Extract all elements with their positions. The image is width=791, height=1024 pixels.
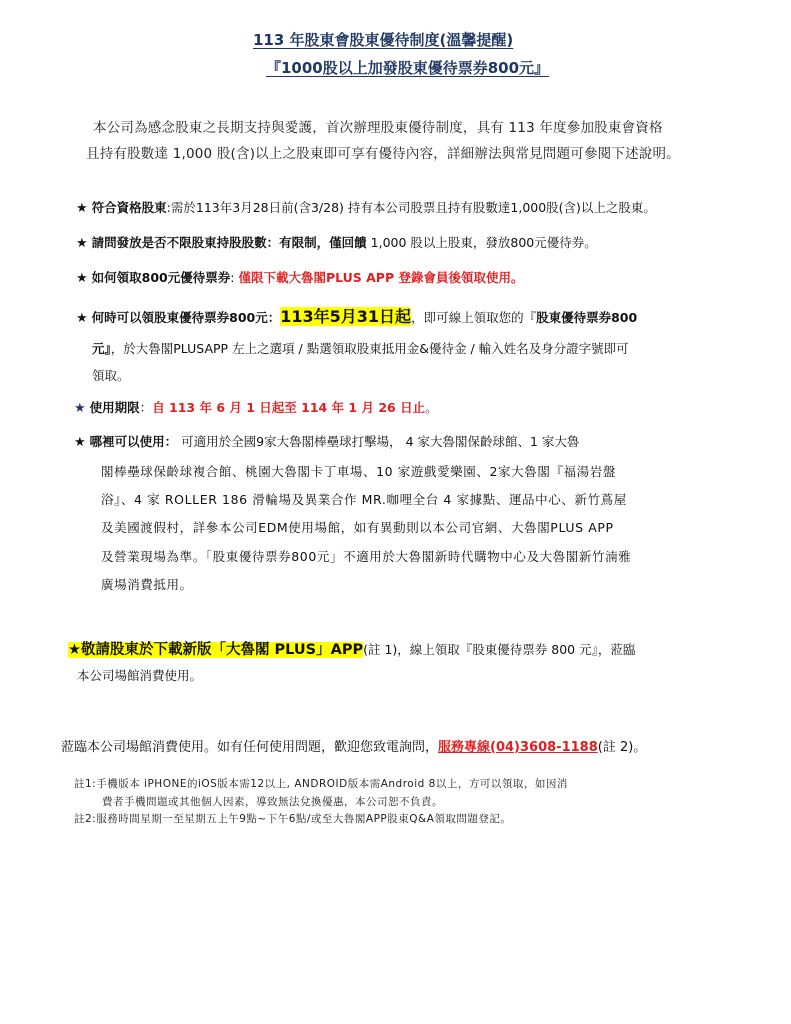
when-label: 何時可以領股東優待票券800元： xyxy=(91,310,281,325)
service-hotline: 服務專線(04)3608-1188 xyxy=(438,740,598,755)
when-date-highlight: 113年5月31日起 xyxy=(280,307,412,326)
period-label: 使用期限 xyxy=(89,400,140,415)
contact-note-ref: (註 2)。 xyxy=(597,740,647,755)
how-red-text: 僅限下載大魯閣PLUS APP 登錄會員後領取使用。 xyxy=(238,270,524,285)
limit-text: 1,000 股以上股東，發放800元優待券。 xyxy=(366,235,597,250)
intro-line-1: 本公司為感念股東之長期支持與愛護，首次辦理股東優待制度，具有 113 年度參加股東會資格 xyxy=(93,120,663,136)
download-notice xyxy=(68,638,635,659)
period-colon: ： xyxy=(139,400,153,415)
note-1-line-1: 註1:手機版本 iPHONE的iOS版本需12以上, ANDROID版本需Android 8以上，方可以領取，如因消 xyxy=(74,778,568,790)
when-line2-text: ，於大魯閣PLUSAPP 左上之選項 / 點選領取股東抵用金&優待金 / 輸入姓名及身分證字號即可 xyxy=(110,341,629,356)
intro-line-2: 且持有股數達 1,000 股(含)以上之股東即可享有優待內容，詳細辦法與常見問題可參閱下述說明。 xyxy=(86,146,680,162)
title-line-1: 113 年股東會股東優待制度(溫馨提醒) xyxy=(253,31,514,49)
how-colon: : xyxy=(230,270,239,285)
where-line-6: 廣場消費抵用。 xyxy=(101,577,193,592)
when-text-1: ，即可線上領取您的『 xyxy=(411,310,537,325)
star-icon: ★ xyxy=(76,236,88,251)
where-label: 哪裡可以使用： xyxy=(89,434,178,449)
where-line-1: 可適用於全國9家大魯閣棒壘球打擊場， 4 家大魯閣保齡球館、1 家大魯 xyxy=(177,434,580,449)
download-note-ref: (註 1) xyxy=(363,642,398,657)
where-item xyxy=(74,432,579,450)
download-highlight: ★敬請股東於下載新版「大魯閣 PLUS」APP xyxy=(68,642,364,658)
eligibility-text: :需於113年3月28日前(含3/28) 持有本公司股票且持有股數達1,000股(含)以上之股東。 xyxy=(166,200,656,215)
note-1-line-2: 費者手機問題或其他個人因素，導致無法兌換優惠，本公司恕不負責。 xyxy=(102,796,443,808)
contact-line xyxy=(61,736,646,755)
where-line-4: 及美國渡假村，詳參本公司EDM使用場館，如有異動則以本公司官網、大魯閣PLUS APP xyxy=(101,520,614,535)
when-bold-1: 股東優待票券800 xyxy=(536,310,638,325)
note-2: 註2:服務時間星期一至星期五上午9點~下午6點/或至大魯閣APP股東Q&A領取問題登記。 xyxy=(74,813,512,825)
download-text: ，線上領取『股東優待票券 800 元』，蒞臨 xyxy=(397,642,636,657)
eligibility-item xyxy=(76,198,656,216)
period-item xyxy=(74,398,438,416)
download-line-2: 本公司場館消費使用。 xyxy=(77,668,203,683)
title-line-2: 『1000股以上加發股東優待票券800元』 xyxy=(266,59,550,77)
where-line-3: 浴』、4 家 ROLLER 186 滑輪場及異業合作 MR.咖哩全台 4 家據點、運品中心、新竹蔦屋 xyxy=(101,492,627,507)
where-line-2: 閣棒壘球保齡球複合館、桃園大魯閣卡丁車場、10 家遊戲愛樂園、2家大魯閣『福湯岩盤 xyxy=(101,464,616,479)
when-item xyxy=(76,304,637,327)
contact-text: 蒞臨本公司場館消費使用。如有任何使用問題，歡迎您致電詢問， xyxy=(61,740,439,755)
period-red-text: 自 113 年 6 月 1 日起至 114 年 1 月 26 日止 xyxy=(152,400,426,415)
star-icon: ★ xyxy=(76,311,88,326)
when-line-3: 領取。 xyxy=(92,368,130,383)
how-label: 如何領取800元優待票券 xyxy=(91,270,231,285)
when-line-2 xyxy=(92,339,629,357)
star-icon: ★ xyxy=(76,201,88,216)
star-icon: ★ xyxy=(74,435,86,450)
limit-item xyxy=(76,233,597,251)
when-line2-bold: 元』 xyxy=(92,341,111,356)
period-end: 。 xyxy=(425,400,438,415)
star-icon: ★ xyxy=(74,401,86,416)
eligibility-label: 符合資格股東 xyxy=(91,200,167,215)
limit-label: 請問發放是否不限股東持股股數：有限制，僅回饋 xyxy=(91,235,367,250)
where-line-5: 及營業現場為準。「股東優待票券800元」不適用於大魯閣新時代購物中心及大魯閣新竹湳雅 xyxy=(101,549,632,564)
star-icon: ★ xyxy=(76,271,88,286)
how-item xyxy=(76,268,523,286)
